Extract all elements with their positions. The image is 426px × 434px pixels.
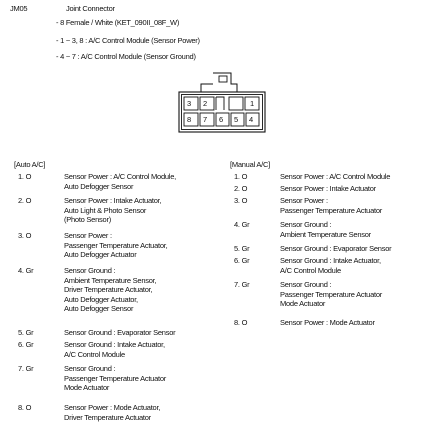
- pin-description: Sensor Ground : Passenger Temperature Actuator Mode Actuator: [280, 280, 383, 308]
- pin-label: 3: [187, 99, 191, 108]
- spec-line: - 4 ~ 7 : A/C Control Module (Sensor Ground): [56, 52, 196, 61]
- auto-ac-table: [18, 173, 218, 433]
- pin-number: 4. Gr: [234, 220, 250, 229]
- auto-ac-heading: [Auto A/C]: [14, 160, 46, 169]
- pin-number: 5. Gr: [18, 328, 34, 337]
- pin-number: 3. O: [234, 196, 248, 205]
- pin-label: 7: [203, 115, 207, 124]
- pin-description: Sensor Ground : Evaporator Sensor: [64, 328, 176, 337]
- connector-diagram: [165, 72, 269, 134]
- pin-number: 3. O: [18, 231, 32, 240]
- pin-label: 2: [203, 99, 207, 108]
- pin-description: Sensor Ground : Intake Actuator, A/C Control Module: [280, 256, 381, 275]
- pin-number: 7. Gr: [18, 364, 34, 373]
- pin-number: 4. Gr: [18, 266, 34, 275]
- pin-number: 7. Gr: [234, 280, 250, 289]
- pin-description: Sensor Power : A/C Control Module, Auto Defogger Sensor: [64, 172, 176, 191]
- pin-description: Sensor Power : Passenger Temperature Actuator: [280, 196, 383, 215]
- pin-number: 5. Gr: [234, 244, 250, 253]
- connector-code: JM05: [10, 4, 28, 13]
- spec-line: - 1 ~ 3, 8 : A/C Control Module (Sensor Power): [56, 36, 200, 45]
- pin-number: 8. O: [18, 403, 32, 412]
- pin-number: 8. O: [234, 318, 248, 327]
- pin-description: Sensor Ground : Ambient Temperature Sensor, Driver Temperature Actuator, Auto Defogger Actuator, Auto Defogger Sensor: [64, 266, 157, 313]
- pin-description: Sensor Ground : Evaporator Sensor: [280, 244, 392, 253]
- pin-description: Sensor Power : Intake Actuator, Auto Light & Photo Sensor (Photo Sensor): [64, 196, 162, 224]
- pin-number: 2. O: [18, 196, 32, 205]
- pin-description: Sensor Power : Passenger Temperature Actuator, Auto Defogger Actuator: [64, 231, 168, 259]
- pin-label: 1: [250, 99, 254, 108]
- pin-description: Sensor Power : Mode Actuator: [280, 318, 375, 327]
- pin-number: 2. O: [234, 184, 248, 193]
- pin-description: Sensor Ground : Passenger Temperature Actuator Mode Actuator: [64, 364, 167, 392]
- pin-number: 1. O: [18, 172, 32, 181]
- connector-title: Joint Connector: [66, 4, 115, 13]
- pin-description: Sensor Ground : Ambient Temperature Sensor: [280, 220, 371, 239]
- pin-description: Sensor Power : A/C Control Module: [280, 172, 391, 181]
- pin-label: 8: [187, 115, 191, 124]
- spec-line: - 8 Female / White (KET_090II_08F_W): [56, 18, 180, 27]
- pin-description: Sensor Power : Mode Actuator, Driver Temperature Actuator: [64, 403, 161, 422]
- pin-description: Sensor Power : Intake Actuator: [280, 184, 376, 193]
- pin-description: Sensor Ground : Intake Actuator, A/C Control Module: [64, 340, 165, 359]
- pin-number: 6. Gr: [234, 256, 250, 265]
- pin-label: 6: [219, 115, 223, 124]
- pin-label: 4: [249, 115, 253, 124]
- pin-number: 1. O: [234, 172, 248, 181]
- pin-number: 6. Gr: [18, 340, 34, 349]
- manual-ac-table: [234, 173, 424, 333]
- pin-label: 5: [234, 115, 238, 124]
- manual-ac-heading: [Manual A/C]: [230, 160, 270, 169]
